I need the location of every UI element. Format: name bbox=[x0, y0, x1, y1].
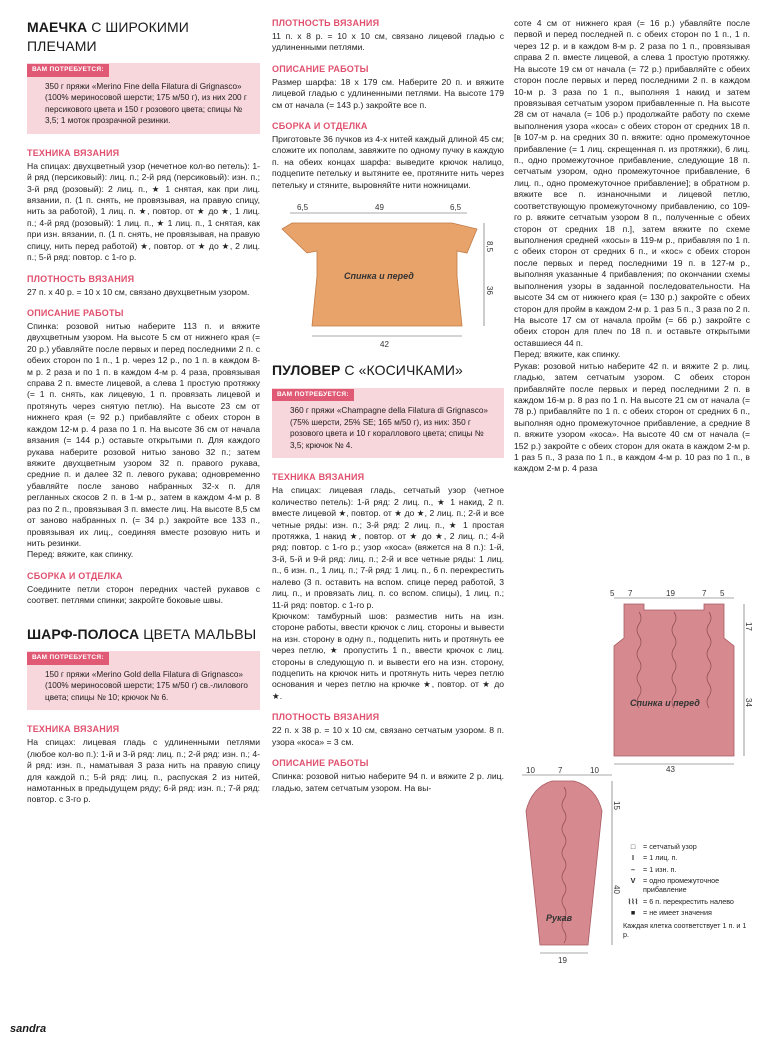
pullover-density-text: 22 п. х 38 р. = 10 х 10 см, связано сетчатым узором. 8 п. узора «коса» = 3 см. bbox=[272, 725, 504, 747]
legend-item: ■ = не имеет значения bbox=[630, 908, 712, 918]
pullover-body-schematic bbox=[594, 588, 754, 773]
schematic-label: Спинка и перед bbox=[630, 698, 700, 708]
pullover-density-heading: ПЛОТНОСТЬ ВЯЗАНИЯ bbox=[272, 712, 380, 723]
dim-top-left: 6,5 bbox=[297, 203, 309, 213]
column-3 bbox=[514, 18, 750, 475]
dim-top-2: 7 bbox=[628, 589, 633, 598]
dim-top-3: 10 bbox=[590, 766, 599, 775]
dim-right: 40 bbox=[612, 885, 621, 894]
chart-legend bbox=[623, 842, 753, 939]
legend-item: – = 1 изн. п. bbox=[631, 864, 677, 874]
column-1 bbox=[27, 18, 260, 806]
dim-top-4: 7 bbox=[702, 589, 707, 598]
dim-top-right: 6,5 bbox=[450, 203, 462, 213]
dim-right-top: 8,5 bbox=[485, 241, 494, 253]
scarf-materials-text: 150 г пряжи «Merino Gold della Filatura di Grignasco» (100% мериносовой шерсти; 175 м/50 г) св.-лилового цвета; спицы № 10; крючок № 6. bbox=[45, 669, 248, 702]
dim-right: 34 bbox=[744, 698, 753, 707]
legend-item: □ = сетчатый узор bbox=[630, 842, 697, 851]
pullover-materials-text: 360 г пряжи «Champagne della Filatura di Grignasco» (75% шерсти, 25% SE; 165 м/50 г), из них: 350 г розового цвета и 10 г кораллового цвета; спицы № 3,5; крючок № 4. bbox=[290, 406, 488, 450]
dim-top-1: 5 bbox=[610, 589, 615, 598]
dim-bottom: 43 bbox=[666, 765, 675, 774]
scarf-assembly-text: Приготовьте 36 пучков из 4-х нитей каждый длиной 45 см; сложите их пополам, завяжите по одному пучку в каждую п. на обеих концах шарфа: выведите крючок налицо, подцепите петельку и вытяните ее, протяните нить через петельку и стяните, выровняйте нити ножницами. bbox=[272, 134, 504, 190]
sleeve-schematic bbox=[516, 765, 620, 965]
legend-item: V = одно промежуточное прибавление bbox=[630, 876, 720, 895]
dim-right-top: 15 bbox=[612, 801, 621, 810]
materials-box bbox=[27, 63, 260, 134]
schematic-label: Спинка и перед bbox=[344, 271, 414, 282]
dim-top-1: 10 bbox=[526, 766, 535, 775]
scarf-technique-heading: ТЕХНИКА ВЯЗАНИЯ bbox=[27, 724, 120, 735]
scarf-density-heading: ПЛОТНОСТЬ ВЯЗАНИЯ bbox=[272, 18, 380, 28]
scarf-assembly-heading: СБОРКА И ОТДЕЛКА bbox=[272, 121, 368, 132]
description-text: Спинка: розовой нитью наберите 113 п. и вяжите двухцветным узором. На высоте 5 см от нижнего края (= 20 р.) убавляйте после первых и перед последними 2 п. с обеих сторон по 1 п., 1 р. через 12 р., по 1 п. в каждом 8-м р. 2 раза и по 1 п. в каждом 4-м р. 4 раза, провязывая справа 2 п. вместе лицевой, а слева 1 простую протяжку (= 1 п. снять, как лицевую, 1 п. провязать лицевой и протянуть через снятую петлю). На высоте 23 см от нижнего края (= 92 р.) прибавляйте с обеих сторон в каждом 12-м р. 4 раза по 1 п. На высоте 36 см от начала вязания (= 144 р.) оставьте открытыми п. Для каждого рукава наберите розовой нитью заново 32 п.; затем вяжите двухцветным узором 32 п. правого рукава, средние п. и далее 32 п. левого рукава; одновременно убавляйте после заново набранных 32-х п. для регланных скосов 2 п. в 1-м р., затем в каждом 4-м р. 8 раз по 2 п., провязывая 3 п. вместе лиц. На высоте 8,5 см от заново набранных п. (= 34 р.) закройте все 133 п., провязывая их лиц., соединяя вместе розовую нить и нить резинки. bbox=[27, 320, 260, 548]
dim-right-top: 17 bbox=[744, 622, 753, 631]
pullover-description-heading: ОПИСАНИЕ РАБОТЫ bbox=[272, 758, 369, 769]
dim-top-mid: 49 bbox=[375, 203, 384, 213]
legend-item: ⌇⌇⌇ = 6 п. перекрестить налево bbox=[627, 896, 734, 906]
scarf-description-text: Размер шарфа: 18 х 179 см. Наберите 20 п. и вяжите лицевой гладью с удлиненными петлями. На высоте 179 см от начала (= 143 р.) закройте все п. bbox=[272, 76, 504, 110]
pullover-description-cont: соте 4 см от нижнего края (= 16 р.) убавляйте после первой и перед последней п. с обеих сторон по 1 п., 1 п. через 12 р. и в каждом 8-м р. 2 раза по 1 п., провязывая справа 2 п. вместе лицевой, а слева 1 простую протяжку. На высоте 19 см от начала (= 72 р.) прибавляйте с обеих сторон после первых и перед последними 2 п. в каждом 10-м р. 3 раза по 1 п., выполняя 1 накид и затем провязывая сетчатым узором прибавленные п. На высоте 28 см от начала (= 106 р.) продолжайте работу по схеме выполнения узора «коса» с обеих сторон от средних 18 п. [в 107-м р. на средних 30 п. вяжите: одно промежуточное прибавление (= 1 лиц. скрещенная п. из протяжки), 6 лиц. п., одно промежуточное прибавление, следующие 18 п. сетчатым узором, одно промежуточное прибавление, 6 лиц. п., одно промежуточное прибавление]; в обратном р. вяжите все п. изнаночными и лицевой петлю, соответствующую промежуточному прибавлению, со 109-го р. вяжите сетчатым узором 8 п., полученные с обеих сторон от средних 18 п.], затем вяжите по схеме выполнения средней «косы» в 119-м р., прибавляя по 1 п. с обеих сторон от средних 6 п., и «кос» с обеих сторон после первых и перед последними 19 п. в 127-м р., выполняя указанные 4 прибавления; по окончании схемы выполнения узоры в заданной последовательности. На высоте 34 см от нижнего края (= 130 р.) закройте с обеих сторон для пройм в каждом 2-м р. 1 раз 5 п., 3 раза по 2 п. На высоте 17 см от начала пройм (= 66 р.) закройте с обеих сторон для плеч по 18 п. и оставьте открытыми оставшиеся 44 п. bbox=[514, 18, 750, 348]
legend-item: I = 1 лиц. п. bbox=[632, 853, 678, 863]
pullover-technique-heading: ТЕХНИКА ВЯЗАНИЯ bbox=[272, 472, 365, 483]
dim-bottom: 42 bbox=[380, 340, 389, 350]
schematic-label: Рукав bbox=[546, 913, 573, 923]
pullover-technique-text: На спицах: лицевая гладь, сетчатый узор (четное количество петель): 1-й ряд: 2 лиц. п., ★ 1 накид, 2 п. вместе лицевой ★, повтор. от ★ до ★, 2 лиц. п.; 2-й и все четные ряды: изн. п.; 3-й ряд: 2 лиц. п., ★ 1 простая протяжка, 1 накид ★, повтор. от ★ до ★, 2 лиц. п.; 4-й ряд: повтор. с 1-го р.; узор «коса» (вяжется на 8 п.): 1-й, 3-й, 5-й и 9-й ряд: лиц. п.; 2-й и все четные ряды: 1 лиц. п., 6 изн. п., 1 лиц. п.; 7-й ряд: 1 лиц. п., 6 п. перекрестить налево (3 п. оставить на вспом. спице перед работой, 3 лиц. п., и провязать лиц. п. со вспом. спицы), 1 лиц. п.; 11-й ряд: повтор. с 1-го р. bbox=[272, 485, 504, 610]
dim-top-2: 7 bbox=[558, 766, 563, 775]
dim-top-3: 19 bbox=[666, 589, 675, 598]
assembly-heading: СБОРКА И ОТДЕЛКА bbox=[27, 570, 123, 581]
assembly-text: Соедините петли сторон передних частей рукавов с соответ. петлями спинки; закройте боковые швы. bbox=[27, 583, 260, 606]
description-heading: ОПИСАНИЕ РАБОТЫ bbox=[27, 307, 124, 318]
pullover-materials-box bbox=[272, 388, 504, 459]
brand-logo: sandra bbox=[10, 1023, 47, 1035]
technique-heading: ТЕХНИКА ВЯЗАНИЯ bbox=[27, 147, 120, 158]
front-text: Перед: вяжите, как спинку. bbox=[27, 549, 134, 560]
pullover-description-text: Спинка: розовой нитью наберите 94 п. и вяжите 2 р. лиц. гладью, затем сетчатым узором. На вы- bbox=[272, 771, 504, 793]
tank-top-schematic-svg bbox=[272, 201, 504, 351]
pullover-crochet-text: Крючком: тамбурный шов: разместив нить на изн. стороне работы, ввести крючок с лиц. стороны и вывести на изн. сторону в одну п., подцепить нить и протянуть ее через петлю, ★ пропустить 1 п., ввести крючок с лиц. стороны в следующую п. и вывести его на изн. сторону, подцепить на крючок нить и протянуть нить через петлю основания и через петлю на крючке ★, повтор. от ★ до ★. bbox=[272, 610, 504, 701]
pullover-materials-header: ВАМ ПОТРЕБУЕТСЯ: bbox=[272, 389, 354, 402]
pullover-front-text: Перед: вяжите, как спинку. bbox=[514, 349, 621, 360]
dim-bottom: 19 bbox=[558, 956, 567, 965]
materials-header: ВАМ ПОТРЕБУЕТСЯ: bbox=[27, 64, 109, 77]
pullover-title: ПУЛОВЕР С «КОСИЧКАМИ» bbox=[272, 362, 463, 379]
dim-top-5: 5 bbox=[720, 589, 725, 598]
density-text: 27 п. х 40 р. = 10 х 10 см, связано двухцветным узором. bbox=[27, 286, 250, 297]
tank-top-title: МАЕЧКА С ШИРОКИМИ ПЛЕЧАМИ bbox=[27, 19, 189, 54]
dim-right: 36 bbox=[485, 286, 494, 296]
scarf-density-text: 11 п. х 8 р. = 10 х 10 см, связано лицевой гладью с удлиненными петлями. bbox=[272, 30, 504, 53]
scarf-materials-header: ВАМ ПОТРЕБУЕТСЯ: bbox=[27, 652, 109, 665]
scarf-title: ШАРФ-ПОЛОСА ЦВЕТА МАЛЬВЫ bbox=[27, 625, 257, 642]
pullover-sleeve-text: Рукав: розовой нитью наберите 42 п. и вяжите 2 р. лиц. гладью, затем сетчатым узором. С обеих сторон прибавляйте после первых и перед последними 2 п. в каждом 16-м р. 8 раз по 1 п. На высоте 21 см от начала (= 78 р.) прибавляйте по 1 п. с обеих сторон от средних 6 п., выполняя одно промежуточное прибавление, а средние 8 п. вяжите узором «коса». На высоте 40 см от начала (= 152 р.) закройте с обеих сторон для оката в каждом 2-м р. 1 раз 5 п., 3 раза по 1 п., в каждом 4-м р. 10 раз по 1 п., в каждом 2-м р. 4 раза bbox=[514, 360, 750, 474]
scarf-description-heading: ОПИСАНИЕ РАБОТЫ bbox=[272, 63, 369, 74]
density-heading: ПЛОТНОСТЬ ВЯЗАНИЯ bbox=[27, 273, 135, 284]
technique-text: На спицах: двухцветный узор (нечетное кол-во петель): 1-й ряд (персиковый): лиц. п.; 2-й ряд (персиковый): изн. п.; 3-й ряд (розовый): 2 лиц. п., ★ 1 снятая, как при лиц. вязании, п. (1 п. снять, не провязывая, на правую спицу, нить за работой), 1 лиц. п. ★, повтор. от ★ до ★, 1 лиц. п.; 4-й ряд (розовый): 1 лиц. п., ★ 1 лиц. п., 1 снятая, как при изн. вязании, п. (1 п. снять, не провязывая, на правую спицу, нить перед работой) ★, повтор. от ★ до ★, 2 лиц. п.; 5-й ряд: повтор. с 1-го р. bbox=[27, 160, 260, 263]
legend-note: Каждая клетка соответствует 1 п. и 1 р. bbox=[623, 920, 747, 939]
scarf-materials-box bbox=[27, 651, 260, 710]
tank-top-schematic bbox=[272, 201, 504, 351]
materials-text: 350 г пряжи «Merino Fine della Filatura di Grignasco» (100% мериносовой шерсти; 175 м/50 г), из них 200 г персикового цвета и 150 г розового цвета; спицы № 3,5; 1 моток прозрачной резинки. bbox=[45, 81, 247, 126]
scarf-technique-text: На спицах: лицевая гладь с удлиненными петлями (любое кол-во п.): 1-й и 3-й ряд: лиц. п.; 2-й ряд: изн. п.; 4-й ряд: изн. п., наматывая 3 раза нить на правую спицу для каждой п.; 5-й ряд: лиц. п., распуская 2 из нитей, намотанных в предыдущем ряду; 6-й ряд: изн. п.; 7-й ряд: повтор. с 3-го р. bbox=[27, 737, 260, 805]
column-2 bbox=[272, 18, 504, 794]
